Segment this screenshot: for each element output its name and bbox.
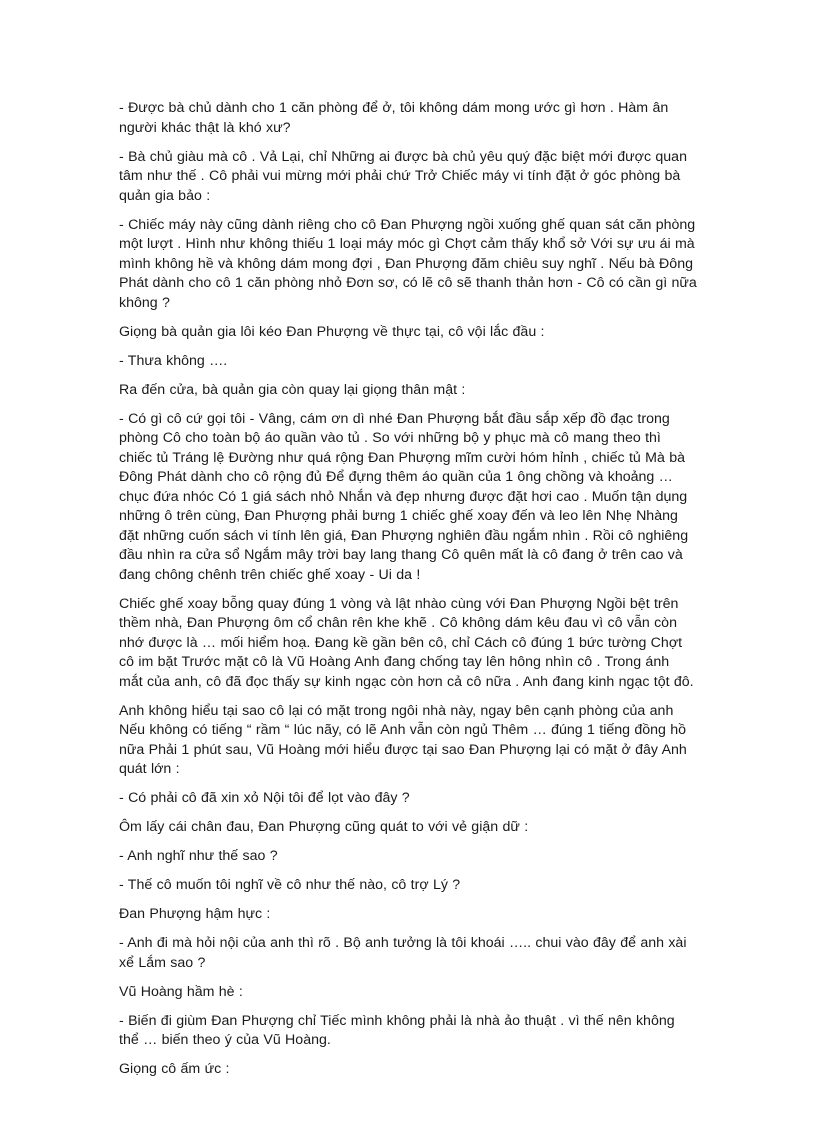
paragraph: Giọng bà quản gia lôi kéo Đan Phượng về thực tại, cô vội lắc đầu : xyxy=(119,323,545,340)
paragraph: - Thưa không …. xyxy=(119,352,228,369)
paragraph: - Có phải cô đã xin xỏ Nội tôi để lọt vào đây ? xyxy=(119,790,410,806)
paragraph: - Anh đi mà hỏi nội của anh thì rõ . Bộ anh tưởng là tôi khoái ….. chui vào đây để anh xài xể Lắm sao ? xyxy=(119,935,687,971)
paragraph: Giọng cô ấm ức : xyxy=(119,1061,230,1077)
paragraph: - Bà chủ giàu mà cô . Vả Lại, chỉ Những ai được bà chủ yêu quý đặc biệt mới được quan tâm như thế . Cô phải vui mừng mới phải chứ Trở Chiếc máy vi tính đặt ở góc phòng bà quản gia bảo : xyxy=(119,148,687,204)
paragraph: Vũ Hoàng hầm hè : xyxy=(119,983,243,1000)
paragraph: - Có gì cô cứ gọi tôi - Vâng, cám ơn dì nhé Đan Phượng bắt đầu sắp xếp đồ đạc trong phòng Cô cho toàn bộ áo quần vào tủ . So với những bộ y phục mà cô mang theo thì chiếc tủ Tráng lệ Đường như quá rộng Đan Phượng mĩm cười hóm hỉnh , chiếc tủ Mà bà Đông Phát dành cho cô rộng đủ Để đựng thêm áo quần của 1 ông chồng và khoảng … chục đứa nhóc Có 1 giá sách nhỏ Nhắn và đẹp nhưng được đặt hơi cao . Muốn tận dụng những ô trên cùng, Đan Phượng phải bưng 1 chiếc ghế xoay đến và leo lên Nhẹ Nhàng đặt những cuốn sách vi tính lên giá, Đan Phượng nghiên đầu ngắm nhìn . Rồi cô nghiêng đầu nhìn ra cửa sổ Ngắm mây trời bay lang thang Cô quên mất là cô đang ở trên cao và đang chông chênh trên chiếc ghế xoay - Ui da ! xyxy=(119,410,689,583)
paragraph: Chiếc ghế xoay bỗng quay đúng 1 vòng và lật nhào cùng với Đan Phượng Ngồi bệt trên thềm nhà, Đan Phượng ôm cổ chân rên khe khẽ . Cô không dám kêu đau vì cô vẫn còn nhớ được là … mối hiểm hoạ. Đang kề gần bên cô, chỉ Cách cô đúng 1 bức tường Chợt cô im bặt Trước mặt cô là Vũ Hoàng Anh đang chống tay lên hông nhìn cô . Trong ánh mắt của anh, cô đã đọc thấy sự kinh ngạc còn hơn cả cô nữa . Anh đang kinh ngạc tột đô. xyxy=(119,595,694,690)
paragraph: - Biến đi giùm Đan Phượng chỉ Tiếc mình không phải là nhà ảo thuật . vì thế nên không thể … biến theo ý của Vũ Hoàng. xyxy=(119,1012,675,1048)
paragraph: Ôm lấy cái chân đau, Đan Phượng cũng quát to với vẻ giận dữ : xyxy=(119,819,529,835)
document-page xyxy=(119,99,697,1089)
paragraph: Ra đến cửa, bà quản gia còn quay lại giọng thân mật : xyxy=(119,381,466,398)
paragraph: Anh không hiểu tại sao cô lại có mặt trong ngôi nhà này, ngay bên cạnh phòng của anh Nếu không có tiếng “ rầm “ lúc nãy, có lẽ Anh vẫn còn ngủ Thêm … đúng 1 tiếng đồng hồ nữa Phải 1 phút sau, Vũ Hoàng mới hiểu được tại sao Đan Phượng lại có mặt ở đây Anh quát lớn : xyxy=(119,702,687,777)
paragraph: Đan Phượng hậm hực : xyxy=(119,906,271,922)
paragraph: - Anh nghĩ như thế sao ? xyxy=(119,848,278,864)
paragraph: - Chiếc máy này cũng dành riêng cho cô Đan Phượng ngồi xuống ghế quan sát căn phòng một lượt . Hình như không thiếu 1 loại máy móc gì Chợt cảm thấy khổ sở Với sự ưu ái mà mình không hề và không dám mong đợi , Đan Phượng đăm chiêu suy nghĩ . Nếu bà Đông Phát dành cho cô 1 căn phòng nhỏ Đơn sơ, có lẽ cô sẽ thanh thản hơn - Cô có cần gì nữa không ? xyxy=(119,216,697,311)
paragraph: - Được bà chủ dành cho 1 căn phòng để ở, tôi không dám mong ước gì hơn . Hàm ân người khác thật là khó xư? xyxy=(119,100,669,136)
paragraph: - Thế cô muốn tôi nghĩ về cô như thế nào, cô trợ Lý ? xyxy=(119,877,461,893)
